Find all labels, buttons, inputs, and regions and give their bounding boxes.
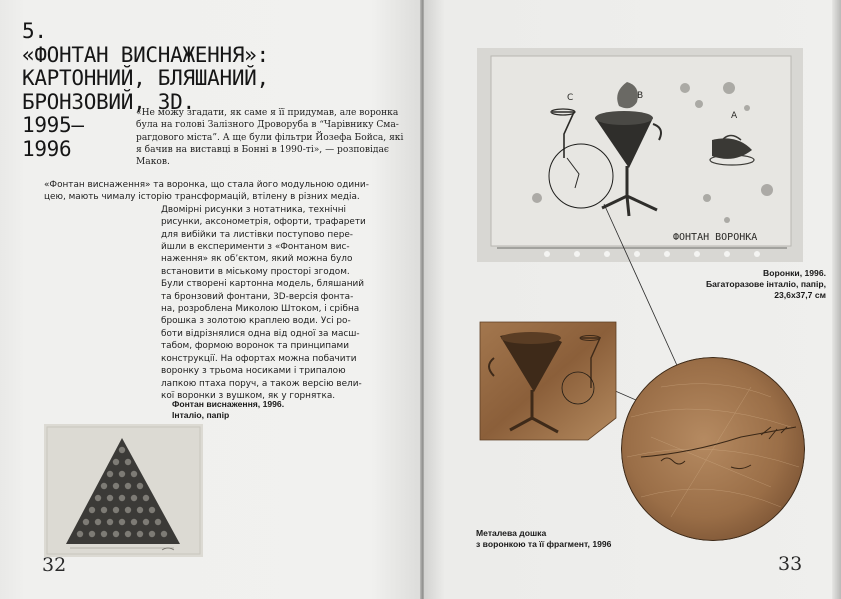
- caption-line: Багаторазове інталіо, папір,: [705, 279, 826, 290]
- page-number-left: 32: [42, 554, 67, 576]
- body-line: на, розроблена Миколою Штоком, і срібна: [161, 304, 360, 315]
- body-line: воронку з трьома носиками і трипалою: [161, 366, 346, 377]
- page-number-right: 33: [778, 553, 803, 575]
- metal-plate-image: [476, 318, 622, 442]
- title-line: БРОНЗОВИЙ, 3D.: [22, 89, 195, 114]
- body-line: Двомірні рисунки з нотатника, технічні: [161, 204, 346, 215]
- title-line: 1995—: [22, 113, 84, 137]
- caption-metal-plate: [476, 528, 611, 550]
- funnels-inscription: ФОНТАН ВОРОНКА: [673, 232, 758, 243]
- funnels-letter: A: [731, 111, 738, 121]
- body-line: конструкції. На офортах можна побачити: [161, 353, 357, 364]
- body-line: йшли в експерименти з «Фонтаном вис-: [161, 242, 350, 253]
- caption-line: Воронки, 1996.: [762, 268, 826, 278]
- title-line: 5.: [22, 19, 47, 43]
- body-line: рисунки, аксонометрія, офорти, трафарети: [161, 217, 366, 228]
- caption-line: Інталіо, папір: [172, 410, 230, 421]
- caption-line: з воронкою та її фрагмент, 1996: [476, 539, 612, 550]
- caption-line: 23,6x37,7 см: [774, 290, 826, 301]
- title-line: «ФОНТАН ВИСНАЖЕННЯ»:: [22, 42, 269, 67]
- body-line: боти відрізнялися одна від одної за масш-: [161, 328, 360, 339]
- title-line: КАРТОННИЙ, БЛЯШАНИЙ,: [22, 66, 269, 90]
- body-line: Були створені картонна модель, бляшаний: [161, 279, 365, 290]
- body-line: та бронзовий фонтани, 3D-версія фонта-: [161, 291, 354, 302]
- body-line: «Фонтан виснаження» та воронка, що стала його модульною одини-: [44, 180, 369, 190]
- plate-artwork: [476, 318, 622, 442]
- caption-funnels: [682, 268, 826, 302]
- quote-line: Маков.: [136, 157, 170, 168]
- quote-line: «Не можу згадати, як саме я її придумав, але воронка: [136, 108, 399, 118]
- body-line: наження» як об’єктом, який можна було: [161, 254, 353, 265]
- body-line: встановити в міському просторі згодом.: [161, 266, 350, 277]
- quote-line: була на голові Залізного Дроворуба в “Чарівнику Сма-: [136, 120, 399, 131]
- quote-line: рагдового міста”. А ще були фільтри Йозефа Бойса, які: [136, 132, 404, 143]
- body-line: табом, формою воронок та принципами: [161, 341, 350, 352]
- body-line: для вибійки та листівки поступово пере-: [161, 229, 353, 240]
- body-line: цею, мають чималу історію трансформацій, втілену в різних медіа.: [44, 192, 360, 203]
- caption-line: Металева дошка: [476, 528, 547, 538]
- caption-line: Фонтан виснаження, 1996.: [172, 399, 285, 409]
- body-line: лапкою птаха поруч, а також версію вели-: [161, 378, 362, 389]
- body-line: кої воронки з вушком, як у горнятка.: [161, 390, 336, 401]
- plate-fragment-zoom-image: [621, 357, 805, 541]
- body-line: брошка з золотою краплею води. Усі ро-: [161, 316, 351, 327]
- quote-line: я бачив на виставці в Бонні в 1990-ті», — розповідає: [136, 144, 389, 155]
- page-edge: [832, 0, 841, 599]
- funnels-letter: B: [637, 91, 644, 101]
- zoom-artwork: [621, 357, 805, 541]
- title-line: 1996: [22, 136, 72, 161]
- funnels-letter: C: [567, 93, 574, 103]
